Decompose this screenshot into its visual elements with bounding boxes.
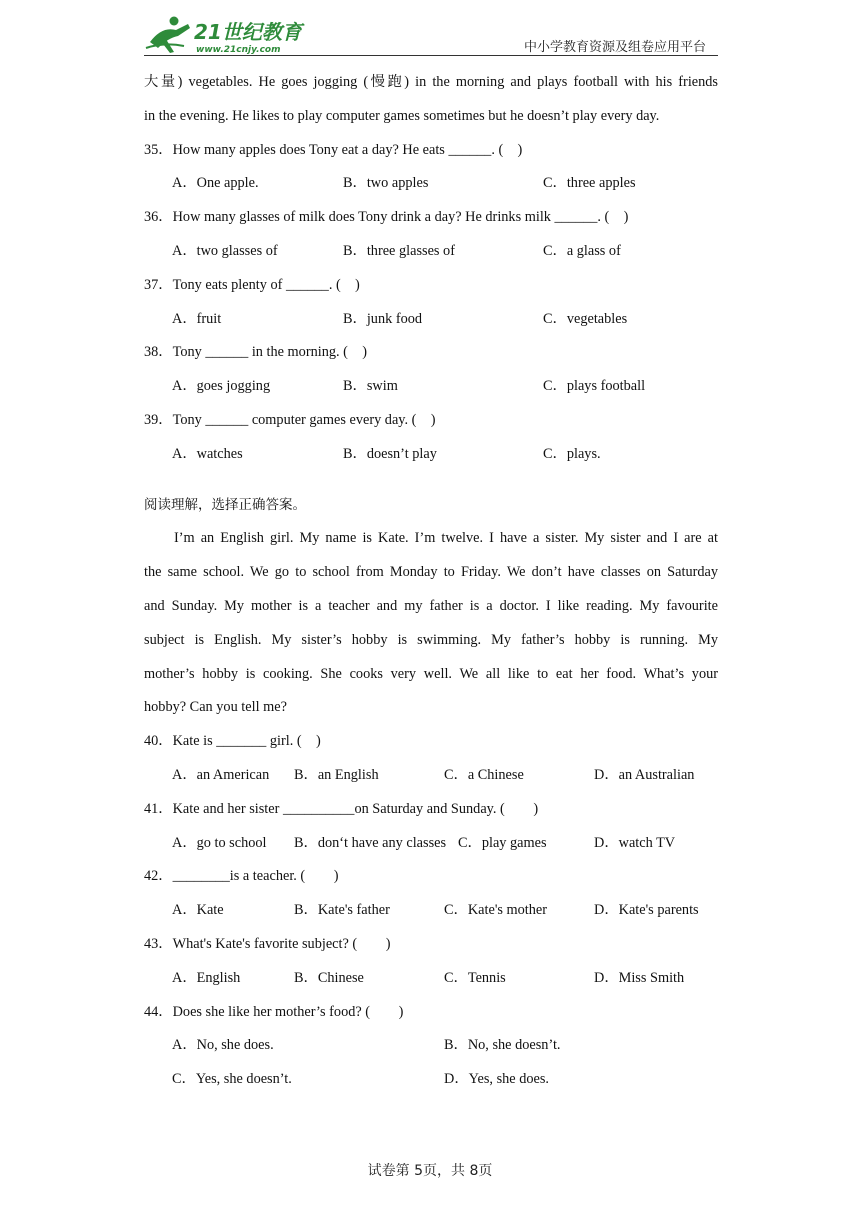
- passage-line: and Sunday. My mother is a teacher and my father is a doctor. I like reading. My favourite: [144, 597, 718, 614]
- option-b[interactable]: B．two apples: [343, 175, 429, 192]
- option-c[interactable]: C．Tennis: [444, 969, 506, 986]
- question-36: [144, 201, 718, 269]
- question-40: [144, 725, 718, 793]
- question-42: [144, 860, 718, 928]
- passage-continued: [144, 66, 718, 134]
- option-d[interactable]: D．Yes, she does.: [444, 1071, 549, 1088]
- option-a[interactable]: A．go to school: [172, 834, 267, 851]
- option-b[interactable]: B．swim: [343, 378, 398, 395]
- question-stem: 43．What's Kate's favorite subject? ( ): [144, 935, 391, 952]
- options-row: [144, 438, 718, 472]
- section-title: 阅读理解，选择正确答案。: [144, 496, 306, 513]
- option-c[interactable]: C．play games: [458, 834, 547, 851]
- question-stem: 35．How many apples does Tony eat a day? He eats ______. ( ): [144, 141, 523, 158]
- question-stem: 42．________is a teacher. ( ): [144, 868, 339, 885]
- question-41: [144, 793, 718, 861]
- option-b[interactable]: B．doesn’t play: [343, 445, 437, 462]
- options-row: [144, 827, 718, 861]
- options-row: [144, 962, 718, 996]
- option-a[interactable]: A．watches: [172, 445, 243, 462]
- passage-line: mother’s hobby is cooking. She cooks very well. We all like to eat her food. What’s your: [144, 665, 718, 682]
- page-header: [144, 8, 718, 56]
- passage-line: hobby? Can you tell me?: [144, 699, 287, 716]
- question-43: [144, 928, 718, 996]
- options-row: [144, 1063, 718, 1097]
- question-44: [144, 996, 718, 1097]
- options-row: [144, 894, 718, 928]
- question-stem: 36．How many glasses of milk does Tony drink a day? He drinks milk ______. ( ): [144, 209, 629, 226]
- question-stem: 44．Does she like her mother’s food? ( ): [144, 1003, 404, 1020]
- option-b[interactable]: B．Kate's father: [294, 902, 390, 919]
- option-a[interactable]: A．One apple.: [172, 175, 259, 192]
- svg-text:21世纪教育: 21世纪教育: [194, 20, 302, 44]
- reading-passage: [144, 522, 718, 725]
- question-stem: 37．Tony eats plenty of ______. ( ): [144, 276, 360, 293]
- option-c[interactable]: C．vegetables: [543, 310, 628, 327]
- option-d[interactable]: D．Kate's parents: [594, 902, 699, 919]
- option-b[interactable]: B．Chinese: [294, 969, 364, 986]
- question-37: [144, 269, 718, 337]
- passage-line: subject is English. My sister’s hobby is swimming. My father’s hobby is running. My: [144, 631, 718, 648]
- question-stem: 38．Tony ______ in the morning. ( ): [144, 344, 367, 361]
- options-row: [144, 303, 718, 337]
- page-content: [144, 66, 718, 1097]
- options-row: [144, 235, 718, 269]
- option-c[interactable]: C．plays football: [543, 378, 646, 395]
- option-b[interactable]: B．junk food: [343, 310, 423, 327]
- option-a[interactable]: A．two glasses of: [172, 242, 278, 259]
- option-d[interactable]: D．an Australian: [594, 766, 695, 783]
- question-stem: 39．Tony ______ computer games every day. ( ): [144, 411, 436, 428]
- option-c[interactable]: C．plays.: [543, 445, 601, 462]
- option-c[interactable]: C．Kate's mother: [444, 902, 548, 919]
- option-c[interactable]: C．a glass of: [543, 242, 621, 259]
- option-b[interactable]: B．don‘t have any classes: [294, 834, 447, 851]
- question-38: [144, 336, 718, 404]
- options-row: [144, 167, 718, 201]
- option-d[interactable]: D．Miss Smith: [594, 969, 685, 986]
- option-a[interactable]: A．an American: [172, 766, 270, 783]
- options-row: [144, 759, 718, 793]
- options-row: [144, 1029, 718, 1063]
- option-c[interactable]: C．Yes, she doesn’t.: [172, 1071, 292, 1088]
- logo: [144, 12, 314, 56]
- page-footer: 试卷第 5页，共 8页: [367, 1163, 493, 1179]
- option-b[interactable]: B．an English: [294, 766, 379, 783]
- option-a[interactable]: A．goes jogging: [172, 378, 271, 395]
- question-stem: 41．Kate and her sister __________on Saturday and Sunday. ( ): [144, 800, 539, 817]
- svg-text:www.21cnjy.com: www.21cnjy.com: [196, 45, 281, 55]
- option-b[interactable]: B．No, she doesn’t.: [444, 1037, 561, 1054]
- option-a[interactable]: A．No, she does.: [172, 1037, 274, 1054]
- passage-line: 大量) vegetables. He goes jogging (慢跑) in the morning and plays football with his friends: [144, 74, 718, 90]
- option-b[interactable]: B．three glasses of: [343, 242, 455, 259]
- passage-line: I’m an English girl. My name is Kate. I’m twelve. I have a sister. My sister and I are at: [174, 530, 718, 547]
- option-a[interactable]: A．English: [172, 969, 241, 986]
- passage-line: the same school. We go to school from Monday to Friday. We don’t have classes on Saturday: [144, 564, 718, 581]
- option-d[interactable]: D．watch TV: [594, 834, 676, 851]
- passage-line: in the evening. He likes to play computer games sometimes but he doesn’t play every day.: [144, 107, 660, 124]
- platform-name: 中小学教育资源及组卷应用平台: [523, 40, 706, 55]
- question-35: [144, 134, 718, 202]
- question-stem: 40．Kate is _______ girl. ( ): [144, 733, 321, 750]
- option-a[interactable]: A．fruit: [172, 310, 222, 327]
- option-c[interactable]: C．a Chinese: [444, 766, 524, 783]
- runner-logo-icon: [146, 17, 190, 54]
- option-c[interactable]: C．three apples: [543, 175, 636, 192]
- question-39: [144, 404, 718, 472]
- options-row: [144, 370, 718, 404]
- option-a[interactable]: A．Kate: [172, 902, 224, 919]
- spacer: [144, 472, 718, 489]
